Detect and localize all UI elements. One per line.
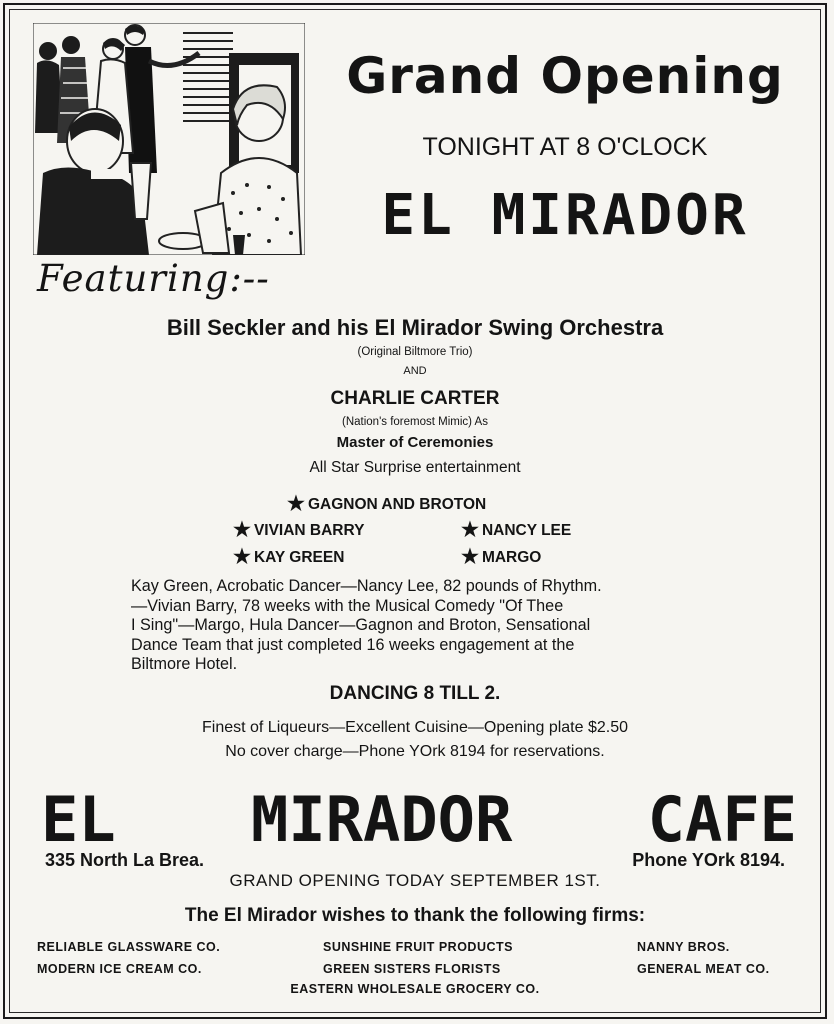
and-label: AND xyxy=(403,365,427,377)
description-line: Biltmore Hotel. xyxy=(131,655,238,673)
featuring-label: Featuring:-- xyxy=(37,257,270,300)
cafe-name xyxy=(41,783,797,855)
act-name: KAY GREEN xyxy=(253,549,345,566)
firm-name: NANNY BROS. xyxy=(637,940,730,954)
reservation-info: No cover charge—Phone YOrk 8194 for reservations. xyxy=(225,743,605,760)
description-line: Dance Team that just completed 16 weeks engagement at the xyxy=(131,635,575,654)
dancing-hours: DANCING 8 TILL 2. xyxy=(329,683,501,704)
star-act-kay-green xyxy=(233,544,344,569)
star-act-margo xyxy=(461,544,541,569)
orchestra-name: Bill Seckler and his El Mirador Swing Orchestra xyxy=(166,315,664,340)
star-act-vivian-barry xyxy=(233,517,364,542)
act-name: MARGO xyxy=(481,549,542,566)
mc-note: (Nation's foremost Mimic) As xyxy=(342,416,488,428)
orchestra-note: (Original Biltmore Trio) xyxy=(357,346,473,358)
star-icon: ★ xyxy=(461,519,479,541)
nightclub-illustration xyxy=(33,23,305,255)
venue-name: EL MIRADOR xyxy=(381,183,749,248)
advertisement xyxy=(3,3,827,1019)
act-name: VIVIAN BARRY xyxy=(253,522,365,539)
description-line: —Vivian Barry, 78 weeks with the Musical Comedy "Of Thee xyxy=(131,596,564,615)
cuisine-info: Finest of Liqueurs—Excellent Cuisine—Opening plate $2.50 xyxy=(201,719,629,736)
firm-name: GREEN SISTERS FLORISTS xyxy=(323,962,501,976)
description-line: I Sing"—Margo, Hula Dancer—Gagnon and Broton, Sensational xyxy=(131,616,591,634)
star-icon: ★ xyxy=(233,546,251,568)
star-act-nancy-lee xyxy=(461,517,571,542)
star-icon: ★ xyxy=(287,493,305,515)
entertainment-line: All Star Surprise entertainment xyxy=(309,459,521,476)
thanks-heading: The El Mirador wishes to thank the following firms: xyxy=(184,905,646,926)
act-name: GAGNON AND BROTON xyxy=(307,496,487,513)
firm-name: GENERAL MEAT CO. xyxy=(637,962,770,976)
star-icon: ★ xyxy=(233,519,251,541)
act-name: NANCY LEE xyxy=(481,522,572,539)
star-icon: ★ xyxy=(461,546,479,568)
grand-opening-date: GRAND OPENING TODAY SEPTEMBER 1ST. xyxy=(229,871,601,890)
mc-name: CHARLIE CARTER xyxy=(330,388,500,409)
firm-name: SUNSHINE FRUIT PRODUCTS xyxy=(323,940,513,954)
cafe-word: CAFE xyxy=(647,783,797,856)
mc-role: Master of Ceremonies xyxy=(336,434,494,451)
firm-name: RELIABLE GLASSWARE CO. xyxy=(37,940,221,954)
firm-name: EASTERN WHOLESALE GROCERY CO. xyxy=(290,982,540,996)
opening-time: TONIGHT AT 8 O'CLOCK xyxy=(422,133,708,161)
cafe-address: 335 North La Brea. xyxy=(45,850,205,870)
cafe-phone: Phone YOrk 8194. xyxy=(632,850,785,870)
cafe-word: EL xyxy=(41,783,116,856)
star-act-gagnon-broton xyxy=(287,491,486,516)
description-line: Kay Green, Acrobatic Dancer—Nancy Lee, 82 pounds of Rhythm. xyxy=(131,577,602,595)
firm-name: MODERN ICE CREAM CO. xyxy=(37,962,202,976)
headline-title: Grand Opening xyxy=(346,47,784,105)
acts-description xyxy=(131,577,731,675)
cafe-word: MIRADOR xyxy=(251,783,513,856)
